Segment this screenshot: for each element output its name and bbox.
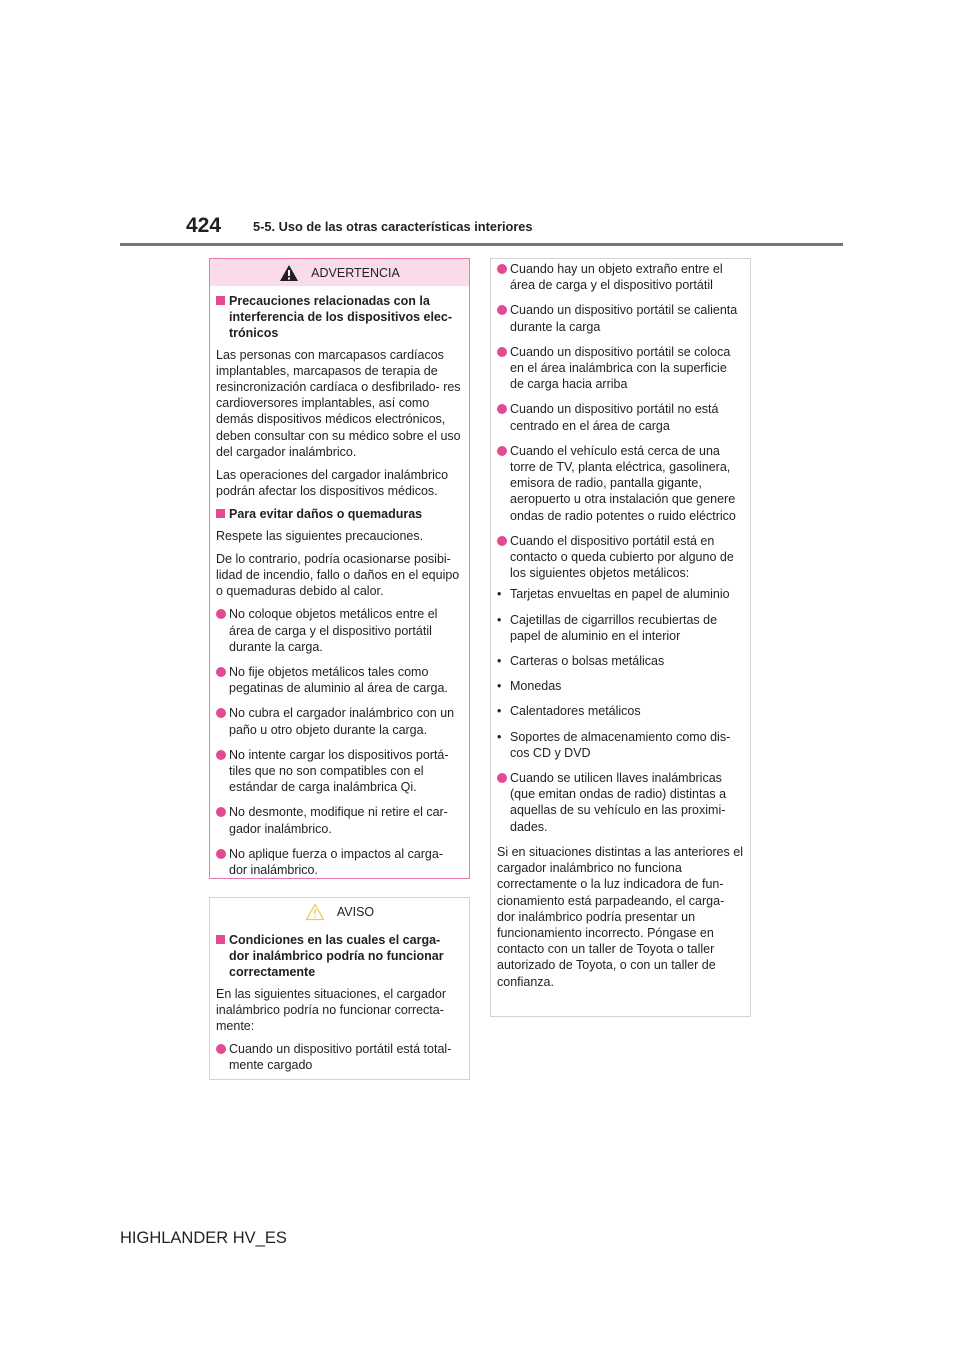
sub-list-item: • Carteras o bolsas metálicas — [497, 654, 665, 669]
section-title: 5-5. Uso de las otras características interiores — [253, 219, 533, 234]
warning-box-title: ADVERTENCIA — [311, 265, 400, 280]
header-rule — [120, 243, 843, 246]
round-bullet-icon — [216, 849, 226, 859]
list-item: Cuando se utilicen llaves inalámbricas (que emitan ondas de radio) distintas a aquellas de su vehículo en las proximi- dades. — [497, 770, 744, 835]
sub-list-item: • Monedas — [497, 679, 562, 694]
warning-paragraph: Las operaciones del cargador inalámbrico podrán afectar los dispositivos médicos. — [216, 468, 449, 499]
round-bullet-icon — [497, 305, 507, 315]
list-item: No desmonte, modifique ni retire el car- gador inalámbrico. — [216, 804, 463, 836]
list-item: Cuando el dispositivo portátil está en contacto o queda cubierto por alguno de los siguientes objetos metálicos: — [497, 533, 744, 582]
round-bullet-icon — [216, 1044, 226, 1054]
sub-list-item: • Soportes de almacenamiento como dis- cos CD y DVD — [497, 729, 731, 760]
notice-box-title: AVISO — [336, 904, 375, 919]
warning-paragraph: Las personas con marcapasos cardíacos implantables, marcapasos de terapia de resincronización cardíaca o desfibrilado- res cardioversores implantables, así como demás dispositivos médicos electrónicos, deben consultar con su médico sobre el uso del cargador inalámbrico. — [216, 347, 461, 459]
sub-list-item: • Tarjetas envueltas en papel de aluminio — [497, 587, 730, 602]
warning-triangle-icon — [279, 264, 299, 282]
list-item: Cuando el vehículo está cerca de una torre de TV, planta eléctrica, gasolinera, emisora de radio, pantalla gigante, aeropuerto u otra instalación que genere ondas de radio potentes o ruido eléctrico — [497, 443, 744, 524]
round-bullet-icon — [497, 404, 507, 414]
sub-list-item: • Cajetillas de cigarrillos recubiertas de papel de aluminio en el interior — [497, 612, 718, 643]
notice-heading: Condiciones en las cuales el carga- dor inalámbrico podría no funcionar correctamente — [216, 932, 463, 981]
warning-paragraph: Respete las siguientes precauciones. — [216, 528, 424, 543]
round-bullet-icon — [497, 264, 507, 274]
round-bullet-icon — [216, 609, 226, 619]
round-bullet-icon — [497, 773, 507, 783]
closing-paragraph: Si en situaciones distintas a las anteriores el cargador inalámbrico no funciona correctamente o la luz indicadora de fun- cionamiento está parpadeando, el carga- dor inalámbrico podría presentar un funcionamiento incorrecto. Póngase en contacto con un taller de Toyota o taller autorizado de Toyota, o con un taller de confianza. — [497, 844, 743, 989]
round-bullet-icon — [216, 807, 226, 817]
square-bullet-icon — [216, 509, 225, 518]
footer-model-name: HIGHLANDER HV_ES — [120, 1229, 287, 1247]
round-bullet-icon — [216, 708, 226, 718]
list-item: No intente cargar los dispositivos portá- tiles que no son compatibles con el estándar de carga inalámbrica Qi. — [216, 747, 463, 796]
list-item: No fije objetos metálicos tales como pegatinas de aluminio al área de carga. — [216, 664, 463, 696]
warning-paragraph: De lo contrario, podría ocasionarse posibi- lidad de incendio, fallo o daños en el equipo o quemaduras debido al calor. — [216, 551, 460, 599]
list-item: Cuando hay un objeto extraño entre el área de carga y el dispositivo portátil — [497, 261, 744, 293]
notice-box — [209, 897, 470, 1080]
round-bullet-icon — [216, 667, 226, 677]
square-bullet-icon — [216, 296, 225, 305]
round-bullet-icon — [497, 536, 507, 546]
round-bullet-icon — [497, 347, 507, 357]
warning-box — [209, 258, 470, 879]
list-item: No cubra el cargador inalámbrico con un paño u otro objeto durante la carga. — [216, 705, 463, 737]
sub-list-item: • Calentadores metálicos — [497, 704, 641, 719]
caution-triangle-icon — [305, 903, 325, 921]
list-item: No aplique fuerza o impactos al carga- dor inalámbrico. — [216, 846, 463, 878]
list-item: Cuando un dispositivo portátil no está centrado en el área de carga — [497, 401, 744, 433]
page-number: 424 — [186, 214, 222, 237]
warning-heading-interference: Precauciones relacionadas con la interferencia de los dispositivos elec- trónicos — [216, 293, 463, 342]
list-item: Cuando un dispositivo portátil está total- mente cargado — [216, 1041, 463, 1073]
notice-continuation-box — [490, 258, 751, 1017]
square-bullet-icon — [216, 935, 225, 944]
list-item: No coloque objetos metálicos entre el área de carga y el dispositivo portátil durante la carga. — [216, 606, 463, 655]
round-bullet-icon — [497, 446, 507, 456]
list-item: Cuando un dispositivo portátil se calienta durante la carga — [497, 302, 744, 334]
round-bullet-icon — [216, 750, 226, 760]
warning-heading-damage: Para evitar daños o quemaduras — [216, 506, 463, 522]
notice-paragraph: En las siguientes situaciones, el cargador inalámbrico podría no funcionar correcta- mente: — [216, 986, 446, 1034]
warning-box-header — [210, 259, 469, 286]
list-item: Cuando un dispositivo portátil se coloca en el área inalámbrica con la superficie de carga hacia arriba — [497, 344, 744, 393]
notice-box-header — [210, 898, 469, 925]
